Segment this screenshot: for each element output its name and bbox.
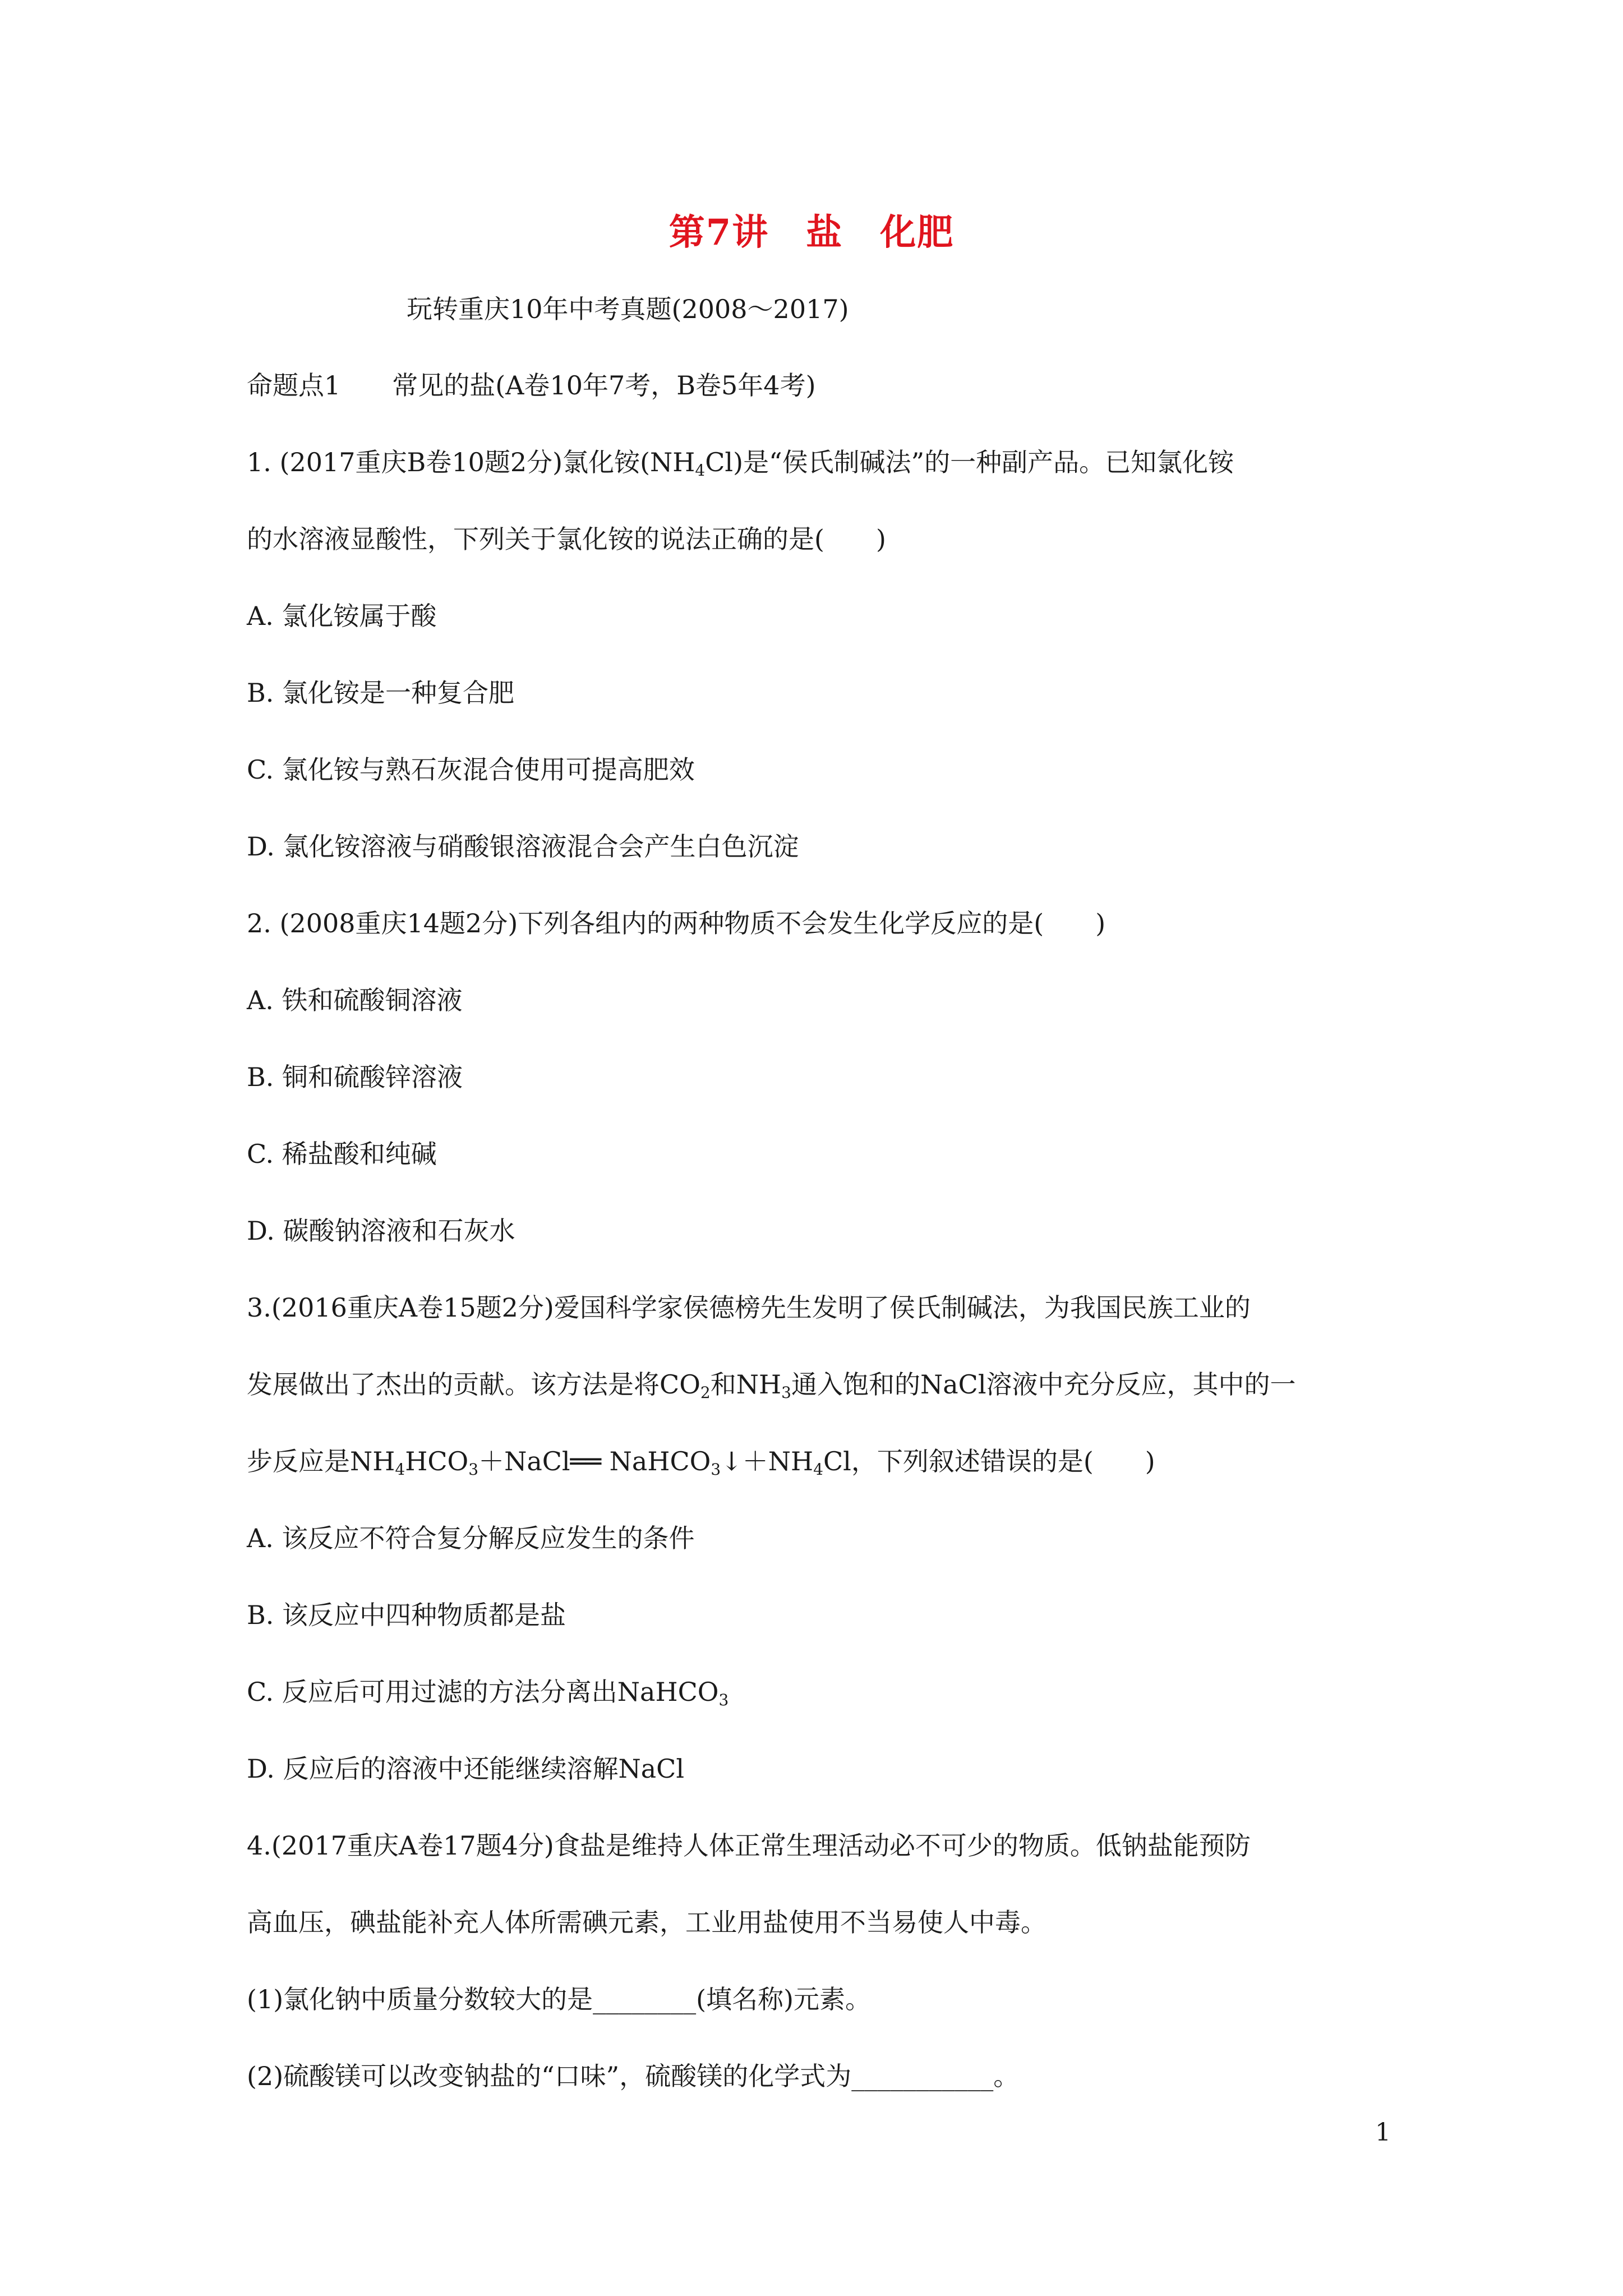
question-3-option-a: A. 该反应不符合复分解反应发生的条件 (247, 1523, 695, 1553)
question-2-option-a: A. 铁和硫酸铜溶液 (247, 985, 463, 1015)
section-heading: 命题点1 常见的盐(A卷10年7考，B卷5年4考) (247, 370, 816, 401)
question-1-option-d: D. 氯化铵溶液与硝酸银溶液混合会产生白色沉淀 (247, 831, 799, 862)
subtitle: 玩转重庆10年中考真题(2008～2017) (407, 294, 849, 324)
question-1-line-2: 的水溶液显酸性，下列关于氯化铵的说法正确的是( ) (247, 524, 886, 554)
question-2-option-c: C. 稀盐酸和纯碱 (247, 1139, 437, 1169)
question-2-option-b: B. 铜和硫酸锌溶液 (247, 1062, 463, 1092)
question-3-line-2: 发展做出了杰出的贡献。该方法是将$CO_2$和$NH_3$通入饱和的NaCl溶液中充分反应，其中的一 (247, 1369, 1296, 1402)
page-number: 1 (1375, 2118, 1391, 2147)
question-3-option-b: B. 该反应中四种物质都是盐 (247, 1600, 566, 1630)
question-1-option-c: C. 氯化铵与熟石灰混合使用可提高肥效 (247, 754, 695, 785)
question-3-option-c: C. 反应后可用过滤的方法分离出NaHCO$_3$ (247, 1677, 729, 1709)
question-3-option-d: D. 反应后的溶液中还能继续溶解NaCl (247, 1754, 685, 1784)
question-2-line-1: 2. (2008重庆14题2分)下列各组内的两种物质不会发生化学反应的是( ) (247, 908, 1106, 938)
page-title: 第7讲 盐 化肥 (668, 211, 955, 254)
question-1-option-a: A. 氯化铵属于酸 (247, 601, 437, 631)
question-4-part-2: (2)硫酸镁可以改变钠盐的“口味”，硫酸镁的化学式为___________。 (247, 2061, 1020, 2091)
question-2-option-d: D. 碳酸钠溶液和石灰水 (247, 1216, 515, 1246)
question-4-line-2: 高血压，碘盐能补充人体所需碘元素，工业用盐使用不当易使人中毒。 (247, 1907, 1046, 1938)
question-1-option-b: B. 氯化铵是一种复合肥 (247, 678, 515, 708)
question-1-line-1: 1. (2017重庆B卷10题2分)氯化铵$(NH_4Cl)$是“侯氏制碱法”的一种副产品。已知氯化铵 (247, 447, 1234, 480)
question-4-line-1: 4.(2017重庆A卷17题4分)食盐是维持人体正常生理活动必不可少的物质。低钠盐能预防 (247, 1830, 1251, 1861)
question-3-line-1: 3.(2016重庆A卷15题2分)爱国科学家侯德榜先生发明了侯氏制碱法，为我国民族工业的 (247, 1292, 1251, 1323)
question-3-line-3: 步反应是$NH_4HCO_3+NaCl══$ $NaHCO_3↓+NH_4Cl$，下列叙述错误的是( ) (247, 1446, 1155, 1479)
question-4-part-1: (1)氯化钠中质量分数较大的是________(填名称)元素。 (247, 1984, 872, 2014)
